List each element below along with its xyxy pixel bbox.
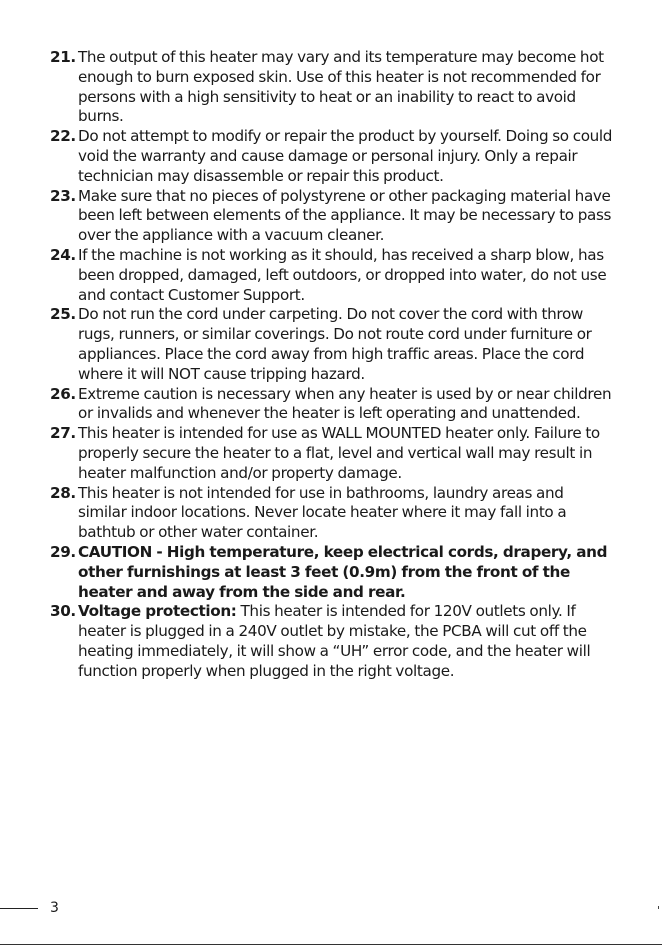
item-lead-heading: Voltage protection: [78, 602, 237, 621]
list-item-25 [50, 305, 616, 384]
item-number: 21. [50, 48, 76, 66]
item-text: Do not attempt to modify or repair the product by yourself. Doing so could void the warranty and cause damage or personal injury. Only a repair technician may disassemble or repair this product. [78, 127, 613, 185]
list-item-24 [50, 246, 616, 305]
list-item-27 [50, 424, 616, 483]
item-number: 22. [50, 127, 76, 146]
page-number: 3 [50, 900, 59, 916]
list-item-30 [50, 602, 616, 681]
item-text: This heater is intended for use as WALL MOUNTED heater only. Failure to properly secure the heater to a flat, level and vertical wall may result in heater malfunction and/or property damage. [78, 424, 600, 482]
list-item-29-caution [50, 543, 616, 602]
list-item-21 [50, 48, 616, 127]
item-text: Do not run the cord under carpeting. Do not cover the cord with throw rugs, runners, or similar coverings. Do not route cord under furniture or appliances. Place the cord away from high traffic areas. Place the cord where it will NOT cause tripping hazard. [78, 305, 592, 383]
item-number: 23. [50, 186, 76, 205]
item-number: 28. [50, 483, 76, 502]
item-text: This heater is intended for 120V outlets only. If heater is plugged in a 240V outlet by mistake, the PCBA will cut off the heating immediately, it will show a “UH” error code, and the heater will function properly when plugged in the right voltage. [78, 602, 591, 680]
item-number: 24. [50, 245, 76, 264]
list-item-26 [50, 385, 616, 425]
list-item-28 [50, 484, 616, 543]
item-number: 26. [50, 384, 76, 403]
item-text: This heater is not intended for use in bathrooms, laundry areas and similar indoor locations. Never locate heater where it may fall into a bathtub or other water container. [78, 483, 567, 542]
item-text: Extreme caution is necessary when any heater is used by or near children or invalids and whenever the heater is left operating and unattended. [78, 384, 612, 423]
list-item-22 [50, 127, 616, 186]
item-number: 27. [50, 424, 76, 443]
safety-instructions-list [50, 48, 616, 682]
item-text: CAUTION - High temperature, keep electrical cords, drapery, and other furnishings at least 3 feet (0.9m) from the front of the heater and away from the side and rear. [78, 542, 608, 601]
item-text: The output of this heater may vary and its temperature may become hot enough to burn exposed skin. Use of this heater is not recommended for persons with a high sensitivity to heat or an inability to react to avoid burns. [78, 48, 604, 126]
item-text: If the machine is not working as it should, has received a sharp blow, has been dropped, damaged, left outdoors, or dropped into water, do not use and contact Customer Support. [78, 245, 607, 304]
crop-mark [658, 906, 659, 909]
item-text: Make sure that no pieces of polystyrene or other packaging material have been left between elements of the appliance. It may be necessary to pass over the appliance with a vacuum cleaner. [78, 186, 612, 245]
bottom-border [0, 944, 662, 945]
item-number: 30. [50, 602, 76, 621]
footer-rule [0, 908, 38, 909]
item-number: 25. [50, 305, 76, 324]
list-item-23 [50, 187, 616, 246]
item-number: 29. [50, 542, 76, 561]
